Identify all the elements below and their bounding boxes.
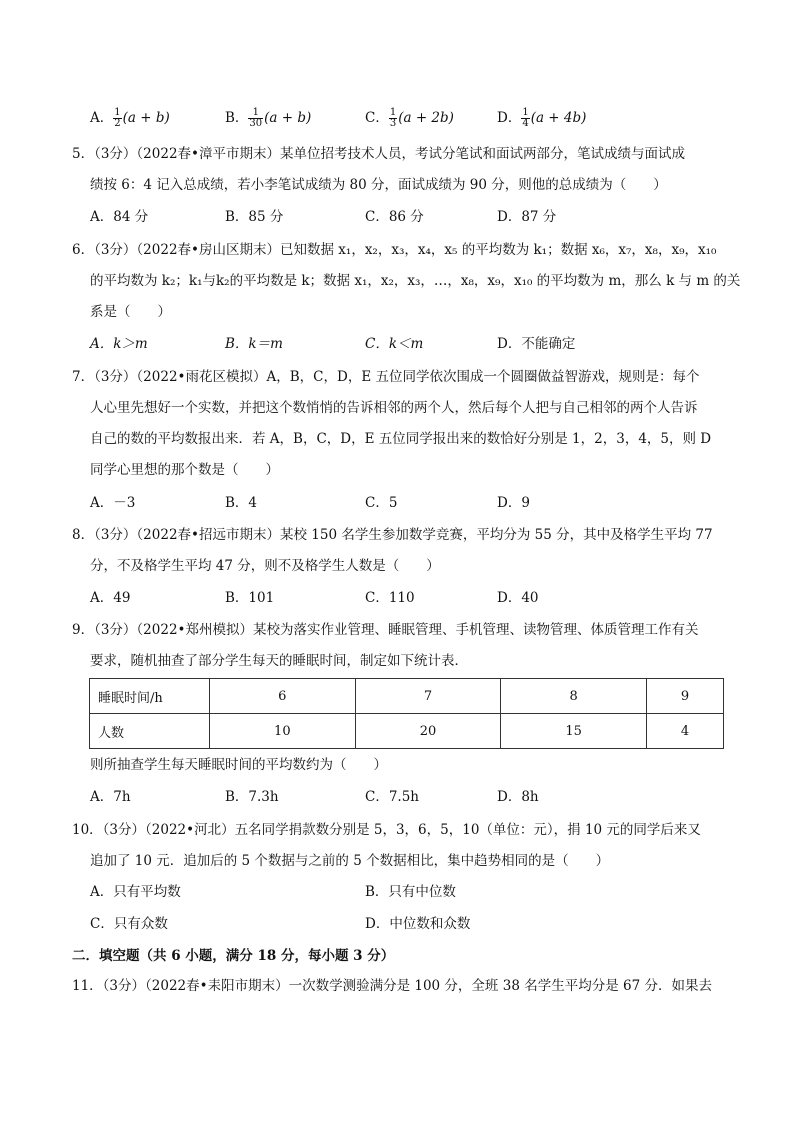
q8-stem-line2: 分，不及格学生平均 47 分，则不及格学生人数是（ ） bbox=[90, 558, 440, 574]
q6-option-b: B．k＝m bbox=[225, 336, 283, 352]
q4-options bbox=[90, 108, 740, 128]
q7-option-b: B．4 bbox=[225, 495, 258, 511]
q10-option-b: B．只有中位数 bbox=[365, 884, 456, 900]
table-cell: 15 bbox=[501, 714, 647, 749]
q5-option-a: A．84 分 bbox=[90, 209, 149, 225]
q11-stem-line1: 11．（3分）（2022春•耒阳市期末）一次数学测验满分是 100 分，全班 38 名学生平均分是 67 分．如果去 bbox=[72, 978, 712, 994]
q4-option-b: B． $\frac{1}{30}$ (a + b) bbox=[225, 107, 312, 129]
q7-stem-line2: 人心里先想好一个实数，并把这个数悄悄的告诉相邻的两个人，然后每个人把与自己相邻的两个人告诉 bbox=[90, 400, 698, 416]
q5-option-d: D．87 分 bbox=[497, 209, 557, 225]
q7-option-c: C．5 bbox=[365, 495, 398, 511]
q9-option-d: D．8h bbox=[497, 789, 539, 805]
table-cell: 8 bbox=[501, 679, 647, 714]
q10-stem-line1: 10．（3分）（2022•河北）五名同学捐款数分别是 5，3，6，5，10（单位：元），捐 10 元的同学后来又 bbox=[72, 822, 701, 838]
q4-option-c: C． $\frac{1}{3}$ (a + 2b) bbox=[365, 107, 454, 129]
q6-option-a: A．k＞m bbox=[90, 336, 148, 352]
q4-option-a: A． $\frac{1}{2}$ (a + b) bbox=[90, 107, 170, 129]
q8-option-a: A．49 bbox=[90, 590, 131, 606]
q9-option-c: C．7.5h bbox=[365, 789, 419, 805]
q10-options-row2 bbox=[90, 914, 740, 934]
q5-stem-line1: 5．（3分）（2022春•漳平市期末）某单位招考技术人员，考试分笔试和面试两部分，笔试成绩与面试成 bbox=[72, 146, 685, 162]
table-cell: 9 bbox=[646, 679, 723, 714]
q7-stem-line4: 同学心里想的那个数是（ ） bbox=[90, 462, 279, 478]
table-cell: 20 bbox=[355, 714, 501, 749]
q10-options-row1 bbox=[90, 882, 740, 902]
q7-option-d: D．9 bbox=[497, 495, 530, 511]
q8-option-b: B．101 bbox=[225, 590, 275, 606]
q5-options bbox=[90, 207, 740, 227]
q8-options bbox=[90, 588, 740, 608]
q8-option-c: C．110 bbox=[365, 590, 415, 606]
table-header-sleep-time: 睡眠时间/h bbox=[90, 679, 210, 714]
q7-stem-line3: 自己的数的平均数报出来．若 A，B，C，D，E 五位同学报出来的数恰好分别是 1，2，3，4，5，则 D bbox=[90, 431, 712, 447]
table-cell: 4 bbox=[646, 714, 723, 749]
q8-option-d: D．40 bbox=[497, 590, 539, 606]
q7-stem-line1: 7．（3分）（2022•雨花区模拟）A，B，C，D，E 五位同学依次围成一个圆圈做益智游戏，规则是：每个 bbox=[72, 369, 700, 385]
table-cell: 7 bbox=[355, 679, 501, 714]
fraction: $\frac{1}{3}$ bbox=[389, 107, 397, 129]
q5-option-c: C．86 分 bbox=[365, 209, 424, 225]
q10-option-c: C．只有众数 bbox=[90, 916, 168, 932]
fraction: $\frac{1}{30}$ bbox=[249, 107, 263, 129]
q6-stem-line1: 6．（3分）（2022春•房山区期末）已知数据 x₁，x₂，x₃，x₄，x₅ 的平均数为 k₁；数据 x₆，x₇，x₈，x₉，x₁₀ bbox=[72, 242, 717, 258]
q10-stem-line2: 追加了 10 元．追加后的 5 个数据与之前的 5 个数据相比，集中趋势相同的是（ ） bbox=[90, 853, 610, 869]
q7-option-a: A．－3 bbox=[90, 495, 136, 511]
q9-stem-line1: 9．（3分）（2022•郑州模拟）某校为落实作业管理、睡眠管理、手机管理、读物管理、体质管理工作有关 bbox=[72, 622, 699, 638]
table-cell: 6 bbox=[210, 679, 356, 714]
sleep-time-table bbox=[89, 678, 724, 749]
table-row bbox=[90, 679, 724, 714]
q9-stem-line3: 则所抽查学生每天睡眠时间的平均数约为（ ） bbox=[90, 757, 387, 773]
q6-options bbox=[90, 334, 740, 354]
table-row bbox=[90, 714, 724, 749]
q7-options bbox=[90, 493, 740, 513]
table-header-count: 人数 bbox=[90, 714, 210, 749]
table-cell: 10 bbox=[210, 714, 356, 749]
section-title: 二．填空题（共 6 小题，满分 18 分，每小题 3 分） bbox=[72, 948, 395, 964]
q4-option-d: D． $\frac{1}{4}$ (a + 4b) bbox=[497, 107, 587, 129]
q9-option-b: B．7.3h bbox=[225, 789, 279, 805]
q6-stem-line3: 系是（ ） bbox=[90, 304, 171, 320]
q8-stem-line1: 8．（3分）（2022春•招远市期末）某校 150 名学生参加数学竞赛，平均分为 55 分，其中及格学生平均 77 bbox=[72, 527, 713, 543]
q10-option-d: D．中位数和众数 bbox=[365, 916, 471, 932]
fraction: $\frac{1}{2}$ bbox=[114, 107, 121, 129]
q9-option-a: A．7h bbox=[90, 789, 131, 805]
q10-option-a: A．只有平均数 bbox=[90, 884, 181, 900]
q9-options bbox=[90, 787, 740, 807]
q5-option-b: B．85 分 bbox=[225, 209, 284, 225]
q6-option-d: D．不能确定 bbox=[497, 336, 576, 352]
q6-stem-line2: 的平均数为 k₂；k₁与k₂的平均数是 k；数据 x₁，x₂，x₃，…，x₈，x₉，x₁₀ 的平均数为 m，那么 k 与 m 的关 bbox=[90, 273, 741, 289]
q5-stem-line2: 绩按 6：4 记入总成绩，若小李笔试成绩为 80 分，面试成绩为 90 分，则他的总成绩为（ ） bbox=[90, 177, 667, 193]
q6-option-c: C．k＜m bbox=[365, 336, 424, 352]
q9-stem-line2: 要求，随机抽查了部分学生每天的睡眠时间，制定如下统计表． bbox=[90, 653, 468, 669]
fraction: $\frac{1}{4}$ bbox=[522, 107, 529, 129]
